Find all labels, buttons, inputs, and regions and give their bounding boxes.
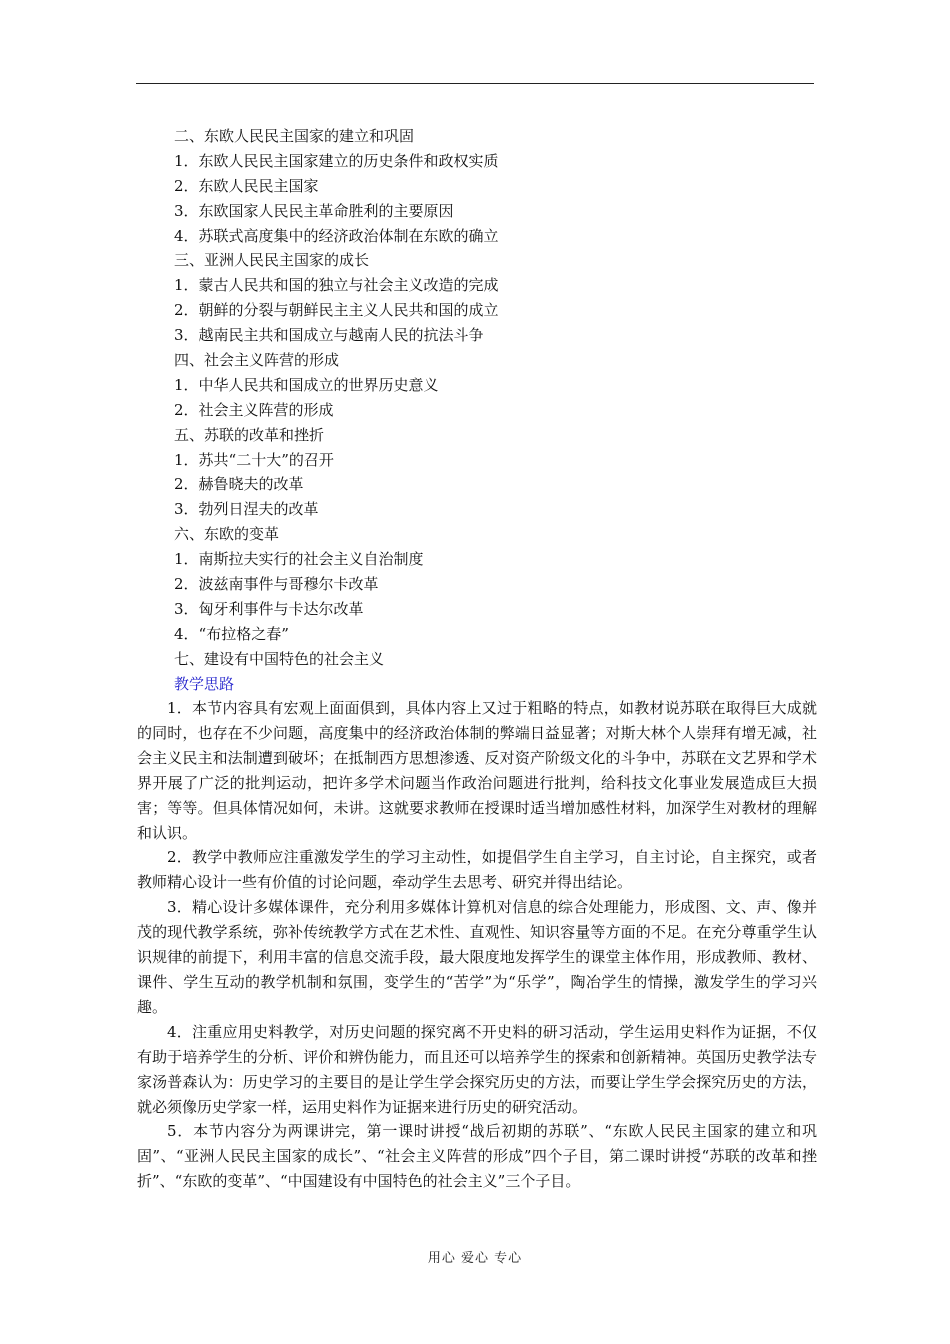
paragraph: 3．精心设计多媒体课件，充分利用多媒体计算机对信息的综合处理能力，形成图、文、声、像并茂的现代教学系统，弥补传统教学方式在艺术性、直观性、知识容量等方面的不足。在充分尊重学生认识规律的前提下，利用丰富的信息交流手段，最大限度地发挥学生的课堂主体作用，形成教师、教材、课件、学生互动的教学机制和氛围，变学生的“苦学”为“乐学”，陶冶学生的情操，激发学生的学习兴趣。 [137, 898, 817, 1016]
page-footer: 用心 爱心 专心 [427, 1251, 523, 1266]
paragraph: 2．教学中教师应注重激发学生的学习主动性，如提倡学生自主学习，自主讨论，自主探究，或者教师精心设计一些有价值的讨论问题，牵动学生去思考、研究并得出结论。 [137, 848, 817, 892]
outline-item: 2．波兹南事件与哥穆尔卡改革 [174, 575, 379, 594]
outline-item: 七、建设有中国特色的社会主义 [174, 649, 385, 668]
outline-item: 2．朝鲜的分裂与朝鲜民主主义人民共和国的成立 [174, 301, 499, 320]
outline-item: 二、东欧人民民主国家的建立和巩固 [174, 127, 415, 145]
outline-item: 3．匈牙利事件与卡达尔改革 [174, 599, 364, 618]
header-rule [136, 83, 814, 84]
paragraph: 5．本节内容分为两课讲完，第一课时讲授“战后初期的苏联”、“东欧人民民主国家的建立和巩固”、“亚洲人民民主国家的成长”、“社会主义阵营的形成”四个子目，第二课时讲授“苏联的改革和挫折”、“东欧的变革”、“中国建设有中国特色的社会主义”三个子目。 [137, 1122, 817, 1191]
paragraph: 1．本节内容具有宏观上面面俱到，具体内容上又过于粗略的特点，如教材说苏联在取得巨大成就的同时，也存在不少问题，高度集中的经济政治体制的弊端日益显著；对斯大林个人崇拜有增无减，社会主义民主和法制遭到破坏；在抵制西方思想渗透、反对资产阶级文化的斗争中，苏联在文艺界和学术界开展了广泛的批判运动，把许多学术问题当作政治问题进行批判，给科技文化事业发展造成巨大损害；等等。但具体情况如何，未讲。这就要求教师在授课时适当增加感性材料，加深学生对教材的理解和认识。 [137, 699, 817, 842]
paragraph: 4．注重应用史料教学，对历史问题的探究离不开史料的研习活动，学生运用史料作为证据，不仅有助于培养学生的分析、评价和辨伪能力，而且还可以培养学生的探索和创新精神。英国历史教学法专家汤普森认为：历史学习的主要目的是让学生学会探究历史的方法，而要让学生学会探究历史的方法，就必须像历史学家一样，运用史料作为证据来进行历史的研究活动。 [137, 1022, 817, 1116]
outline-item: 1．蒙古人民共和国的独立与社会主义改造的完成 [174, 276, 499, 295]
outline-item: 六、东欧的变革 [174, 525, 280, 544]
outline-item: 3．越南民主共和国成立与越南人民的抗法斗争 [174, 326, 484, 345]
outline-item: 1．苏共“二十大”的召开 [174, 450, 334, 469]
outline-item: 2．东欧人民民主国家 [174, 176, 319, 195]
outline-list [174, 124, 824, 672]
outline-item: 4．“布拉格之春” [174, 624, 289, 643]
outline-item: 3．东欧国家人民民主革命胜利的主要原因 [174, 201, 454, 220]
teaching-approach-heading: 教学思路 [174, 675, 235, 693]
outline-item: 五、苏联的改革和挫折 [174, 425, 325, 444]
outline-item: 4．苏联式高度集中的经济政治体制在东欧的确立 [174, 226, 499, 245]
teaching-paragraphs [137, 696, 817, 1194]
outline-item: 3．勃列日涅夫的改革 [174, 500, 319, 519]
outline-item: 三、亚洲人民民主国家的成长 [174, 251, 370, 270]
outline-item: 2．社会主义阵营的形成 [174, 400, 334, 419]
outline-item: 1．东欧人民民主国家建立的历史条件和政权实质 [174, 151, 499, 170]
outline-item: 1．南斯拉夫实行的社会主义自治制度 [174, 550, 424, 569]
outline-item: 四、社会主义阵营的形成 [174, 351, 340, 370]
outline-item: 1．中华人民共和国成立的世界历史意义 [174, 375, 439, 394]
outline-item: 2．赫鲁晓夫的改革 [174, 475, 304, 494]
